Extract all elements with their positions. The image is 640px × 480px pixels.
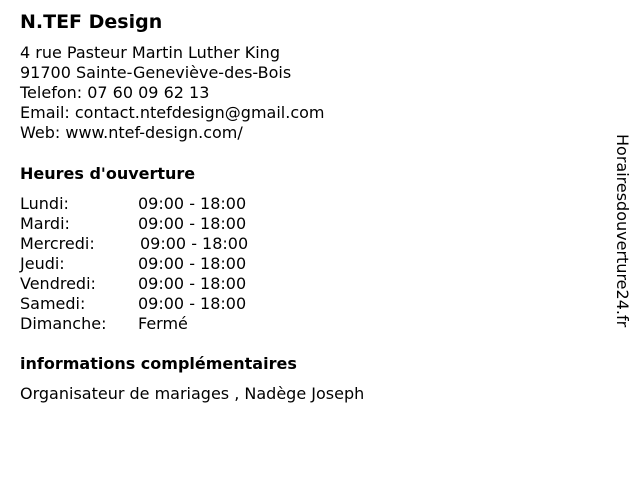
web-line: Web: www.ntef-design.com/ — [20, 123, 243, 142]
email-line: Email: contact.ntefdesign@gmail.com — [20, 103, 325, 122]
day-label: Lundi: — [20, 194, 69, 213]
time-value: 09:00 - 18:00 — [140, 234, 249, 253]
additional-info-text: Organisateur de mariages , Nadège Joseph — [20, 384, 365, 403]
contact-details — [20, 43, 325, 143]
opening-hours-heading: Heures d'ouverture — [20, 164, 196, 183]
day-label: Samedi: — [20, 294, 86, 313]
day-label: Mardi: — [20, 214, 70, 233]
phone-line: Telefon: 07 60 09 62 13 — [20, 83, 210, 102]
time-value: 09:00 - 18:00 — [138, 194, 247, 213]
time-value: 09:00 - 18:00 — [138, 254, 247, 273]
address-city: 91700 Sainte-Geneviève-des-Bois — [20, 63, 292, 82]
time-value: 09:00 - 18:00 — [138, 274, 247, 293]
day-label: Mercredi: — [20, 234, 95, 253]
time-value: Fermé — [138, 314, 188, 333]
time-value: 09:00 - 18:00 — [138, 214, 247, 233]
time-value: 09:00 - 18:00 — [138, 294, 247, 313]
day-label: Jeudi: — [20, 254, 65, 273]
address-street: 4 rue Pasteur Martin Luther King — [20, 43, 280, 62]
day-label: Vendredi: — [20, 274, 96, 293]
watermark-text: Horairesdouverture24.fr — [613, 134, 632, 328]
day-label: Dimanche: — [20, 314, 107, 333]
additional-info-heading: informations complémentaires — [20, 354, 297, 373]
business-name: N.TEF Design — [20, 11, 163, 33]
site-watermark — [612, 134, 632, 374]
